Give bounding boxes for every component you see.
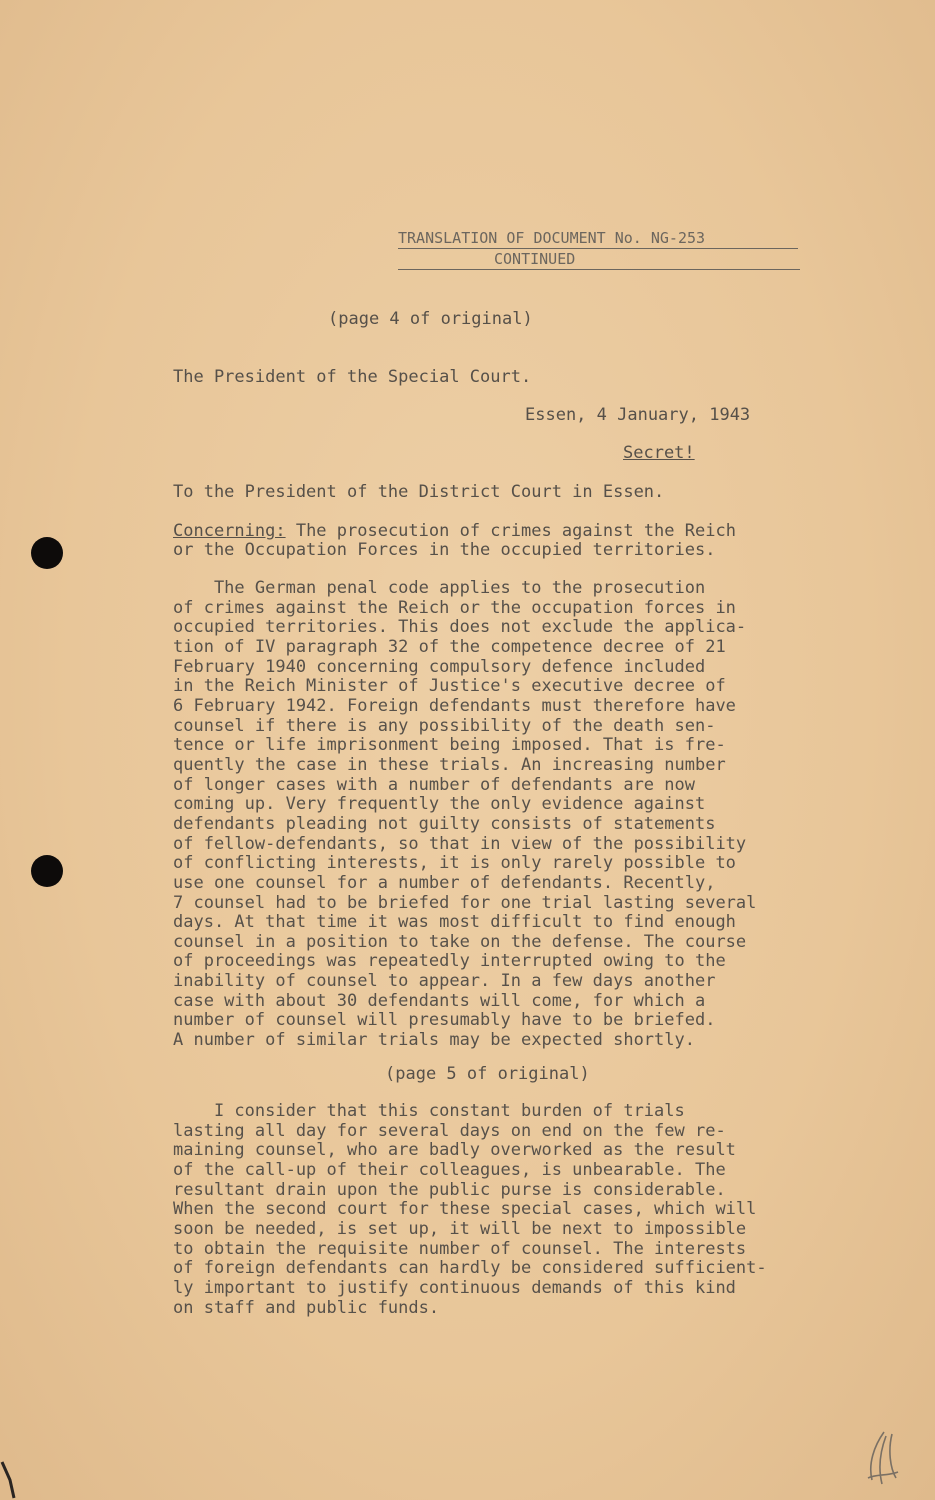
text-line: case with about 30 defendants will come, for which a bbox=[173, 990, 706, 1011]
text-line: ly important to justify continuous demands of this kind bbox=[173, 1277, 736, 1298]
punch-hole-lower bbox=[31, 855, 63, 887]
text-line: resultant drain upon the public purse is considerable. bbox=[173, 1179, 726, 1200]
text-line: use one counsel for a number of defendants. Recently, bbox=[173, 872, 716, 893]
concerning-line-1: The prosecution of crimes against the Reich bbox=[285, 521, 736, 541]
text-line: of longer cases with a number of defendants are now bbox=[173, 774, 695, 795]
text-line: counsel in a position to take on the defense. The course bbox=[173, 931, 747, 952]
text-line: coming up. Very frequently the only evidence against bbox=[173, 794, 706, 815]
text-line: A number of similar trials may be expected shortly. bbox=[173, 1030, 695, 1051]
corner-scratch bbox=[0, 1460, 30, 1500]
text-line: days. At that time it was most difficult to find enough bbox=[173, 912, 736, 933]
place-date: Essen, 4 January, 1943 bbox=[525, 405, 751, 425]
text-line: occupied territories. This does not exclude the applica- bbox=[173, 617, 747, 638]
text-line: of fellow-defendants, so that in view of the possibility bbox=[173, 833, 747, 854]
text-line: counsel if there is any possibility of the death sen- bbox=[173, 715, 716, 736]
text-line: number of counsel will presumably have to be briefed. bbox=[173, 1010, 716, 1031]
text-line: February 1940 concerning compulsory defence included bbox=[173, 656, 706, 677]
text-line: lasting all day for several days on end on the few re- bbox=[173, 1120, 726, 1141]
text-line: soon be needed, is set up, it will be next to impossible bbox=[173, 1218, 747, 1239]
page-marker-5: (page 5 of original) bbox=[385, 1064, 590, 1084]
text-line: of the call-up of their colleagues, is unbearable. The bbox=[173, 1159, 726, 1180]
text-line: 6 February 1942. Foreign defendants must therefore have bbox=[173, 695, 736, 716]
concerning-label: Concerning: bbox=[173, 521, 286, 541]
recipient-line: To the President of the District Court in Essen. bbox=[173, 482, 665, 502]
text-line: The German penal code applies to the prosecution bbox=[173, 578, 706, 598]
punch-hole-upper bbox=[31, 537, 63, 569]
text-line: inability of counsel to appear. In a few days another bbox=[173, 971, 716, 992]
text-line: When the second court for these special cases, which will bbox=[173, 1199, 757, 1220]
sender-line: The President of the Special Court. bbox=[173, 367, 532, 387]
text-line: in the Reich Minister of Justice's executive decree of bbox=[173, 676, 726, 697]
concerning-block bbox=[173, 521, 736, 541]
text-line: of proceedings was repeatedly interrupted owing to the bbox=[173, 951, 726, 972]
page-marker-4: (page 4 of original) bbox=[328, 309, 533, 329]
text-line: on staff and public funds. bbox=[173, 1297, 440, 1318]
translation-header bbox=[398, 228, 802, 270]
paragraph-2 bbox=[173, 1102, 767, 1318]
text-line: 7 counsel had to be briefed for one trial lasting several bbox=[173, 892, 757, 913]
concerning-line-2: or the Occupation Forces in the occupied territories. bbox=[173, 540, 716, 560]
header-line-2: CONTINUED bbox=[398, 249, 800, 270]
text-line: tence or life imprisonment being imposed. That is fre- bbox=[173, 735, 726, 756]
text-line: defendants pleading not guilty consists of statements bbox=[173, 813, 716, 834]
classification-stamp: Secret! bbox=[623, 443, 695, 463]
handwritten-initials bbox=[862, 1428, 902, 1488]
text-line: tion of IV paragraph 32 of the competence decree of 21 bbox=[173, 636, 726, 657]
header-line-1: TRANSLATION OF DOCUMENT No. NG-253 bbox=[398, 228, 798, 249]
text-line: of conflicting interests, it is only rarely possible to bbox=[173, 853, 736, 874]
text-line: to obtain the requisite number of counsel. The interests bbox=[173, 1238, 747, 1259]
text-line: of crimes against the Reich or the occupation forces in bbox=[173, 597, 736, 618]
text-line: quently the case in these trials. An increasing number bbox=[173, 754, 726, 775]
text-line: maining counsel, who are badly overworked as the result bbox=[173, 1140, 736, 1161]
text-line: of foreign defendants can hardly be considered sufficient- bbox=[173, 1258, 767, 1279]
paragraph-1 bbox=[173, 579, 756, 1051]
text-line: I consider that this constant burden of trials bbox=[173, 1101, 685, 1121]
